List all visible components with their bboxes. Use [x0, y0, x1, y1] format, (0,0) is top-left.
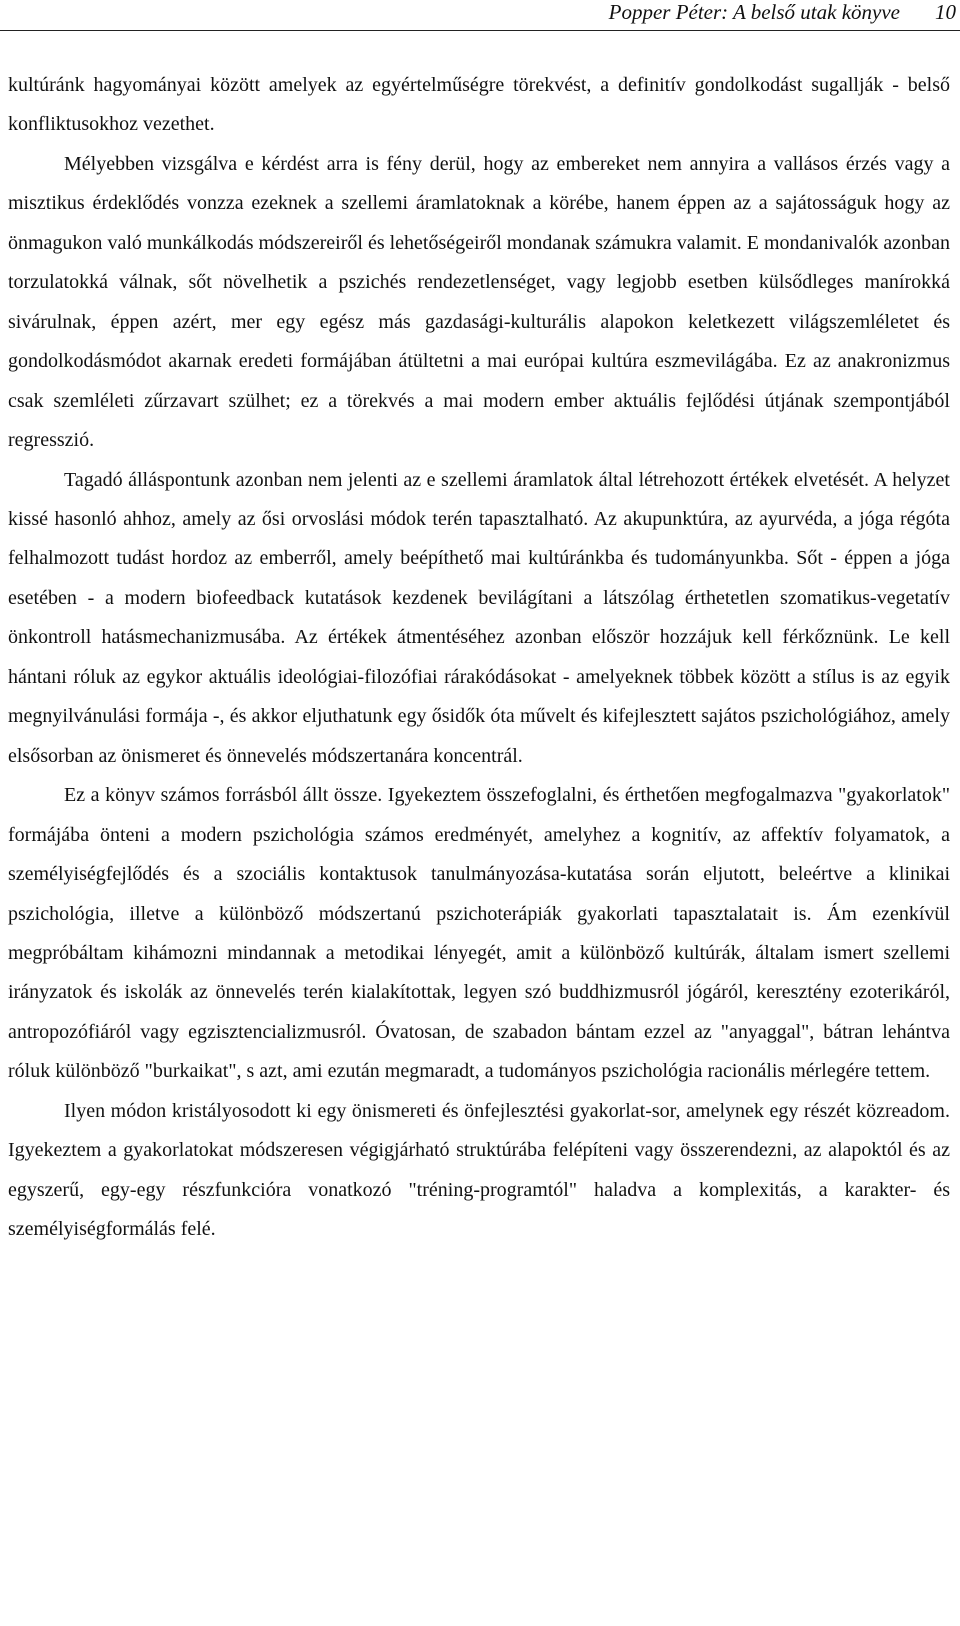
page-number: 10 [935, 0, 956, 24]
running-title: Popper Péter: A belső utak könyve [608, 0, 900, 24]
paragraph: Tagadó álláspontunk azonban nem jelenti az e szellemi áramlatok által létrehozott értékek elvetését. A helyzet kissé hasonló ahhoz, amely az ősi orvoslási módok terén tapasztalható. Az akupunktúra, az ayurvéda, a jóga régóta felhalmozott tudást hordoz az emberről, amely beépíthető mai kultúránkba és tudományunkba. Sőt - éppen a jóga esetében - a modern biofeedback kutatások kezdenek bevilágítani a látszólag érthetetlen szomatikus-vegetatív önkontroll hatásmechanizmusába. Az értékek átmentéséhez azonban először hozzájuk kell férkőznünk. Le kell hántani róluk az egykor aktuális ideológiai-filozófiai rárakódásokat - amelyeknek többek között a stílus is az egyik megnyilvánulási formája -, és akkor eljuthatunk egy ősidők óta művelt és kifejlesztett sajátos pszichológiához, amely elsősorban az önismeret és önnevelés módszertanára koncentrál. [8, 468, 950, 767]
paragraph: Ilyen módon kristályosodott ki egy önismereti és önfejlesztési gyakorlat-sor, amelynek egy részét közreadom. Igyekeztem a gyakorlatokat módszeresen végigjárható struktúrába felépíteni vagy összerendezni, az alapoktól és az egyszerű, egy-egy részfunkcióra vonatkozó "tréning-programtól" haladva a komplexitás, a karakter- és személyiségformálás felé. [8, 1099, 950, 1241]
running-header [0, 0, 960, 31]
paragraph: Ez a könyv számos forrásból állt össze. Igyekeztem összefoglalni, és érthetően megfogalmazva "gyakorlatok" formájába önteni a modern pszichológia számos eredményét, amelyhez a kognitív, az affektív folyamatok, a személyiségfejlődés és a szociális kontaktusok tanulmányozása-kutatása során eljutott, beleértve a klinikai pszichológia, illetve a különböző módszertanú pszichoterápiák gyakorlati tapasztalatait is. Ám ezenkívül megpróbáltam kihámozni mindannak a metodikai lényegét, amit a különböző kultúrák, általam ismert szellemi irányzatok és iskolák az önnevelés terén kialakítottak, legyen szó buddhizmusról jógáról, keresztény ezoterikáról, antropozófiáról vagy egzisztencializmusról. Óvatosan, de szabadon bántam ezzel az "anyaggal", bátran lehántva róluk különböző "burkaikat", s azt, ami ezután megmaradt, a tudományos pszichológia racionális mérlegére tettem. [8, 784, 950, 1083]
paragraph-continuation: kultúránk hagyományai között amelyek az egyértelműségre törekvést, a definitív gondolkodást sugallják - belső konfliktusokhoz vezethet. [8, 74, 950, 136]
paragraph: Mélyebben vizsgálva e kérdést arra is fény derül, hogy az embereket nem annyira a vallásos érzés vagy a misztikus érdeklődés vonzza ezeknek a szellemi áramlatoknak a körébe, hanem éppen az a sajátosságuk hogy az önmagukon való munkálkodás módszereiről és lehetőségeiről mondanak számukra valamit. E mondanivalók azonban torzulatokká válnak, sőt növelhetik a pszichés rendezetlenséget, vagy legjobb esetben külsődleges manírokká sivárulnak, éppen azért, mer egy egész más gazdasági-kulturális alapokon keletkezett világszemléletet és gondolkodásmódot akarnak eredeti formájában átültetni a mai európai kultúra eszmevilágába. Ez az anakronizmus csak szemléleti zűrzavart szülhet; ez a törekvés a mai modern ember aktuális fejlődési útjának szempontjából regresszió. [8, 152, 950, 452]
body-text [8, 66, 950, 1250]
